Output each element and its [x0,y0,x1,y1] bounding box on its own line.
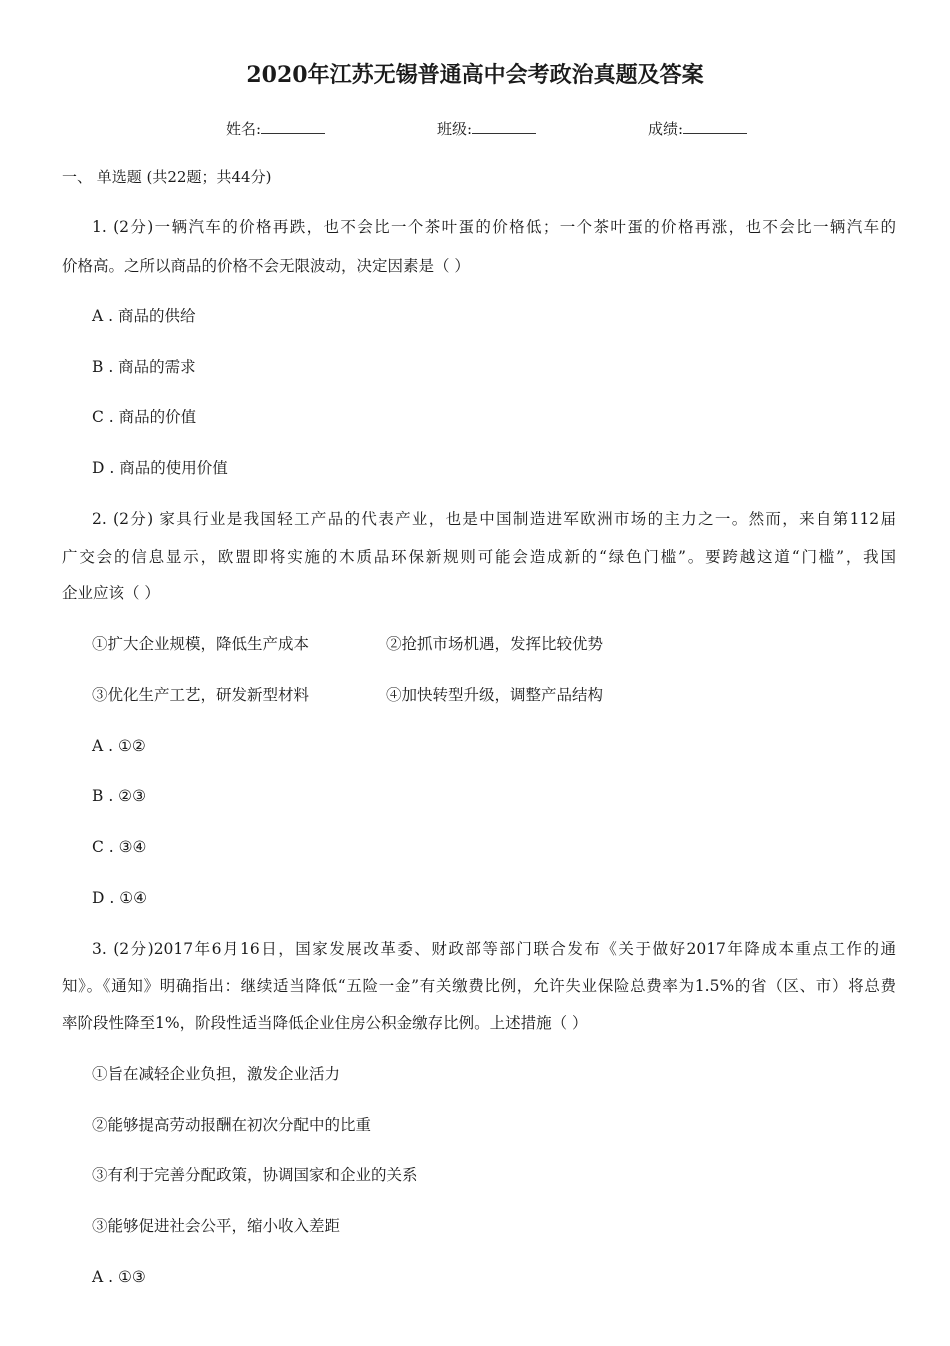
question-stem-line: 2. (2分) 家具行业是我国轻工产品的代表产业，也是中国制造进军欧洲市场的主力之一。然而，来自第112届 [92,510,896,528]
option-c: C . ③④ [92,838,147,856]
statement-4: ③能够促进社会公平，缩小收入差距 [92,1217,341,1235]
question-stem-line: 率阶段性降至1%，阶段性适当降低企业住房公积金缴存比例。上述措施（ ） [62,1014,588,1032]
question-stem-line: 3. (2分)2017年6月16日，国家发展改革委、财政部等部门联合发布《关于做好2017年降成本重点工作的通 [92,940,896,958]
score-blank [683,119,747,134]
question-stem-line: 广交会的信息显示，欧盟即将实施的木质品环保新规则可能会造成新的“绿色门槛”。要跨越这道“门槛”，我国 [62,548,896,566]
class-blank [472,119,536,134]
option-d: D . 商品的使用价值 [92,459,228,477]
name-blank [261,119,325,134]
score-label: 成绩: [648,120,684,138]
option-a: A . 商品的供给 [92,307,196,325]
question-stem-line: 价格高。之所以商品的价格不会无限波动，决定因素是（ ） [62,257,470,275]
question-stem-line: 1. (2分)一辆汽车的价格再跌，也不会比一个茶叶蛋的价格低；一个茶叶蛋的价格再涨，也不会比一辆汽车的 [92,218,896,236]
option-b: B . ②③ [92,787,146,805]
name-label: 姓名: [226,120,262,138]
statement-2: ②抢抓市场机遇，发挥比较优势 [386,635,604,653]
question-stem-line: 企业应该（ ） [62,584,160,602]
page-title: 2020年江苏无锡普通高中会考政治真题及答案 [246,62,704,88]
name-field [226,118,325,139]
class-field [437,118,536,139]
statement-1: ①扩大企业规模，降低生产成本 [92,635,310,653]
statement-2: ②能够提高劳动报酬在初次分配中的比重 [92,1116,372,1134]
option-c: C . 商品的价值 [92,408,197,426]
question-stem-line: 知》。《通知》明确指出：继续适当降低“五险一金”有关缴费比例，允许失业保险总费率为1.5%的省（区、市）将总费 [62,977,896,995]
section-heading: 一、 单选题 (共22题；共44分) [62,168,272,186]
class-label: 班级: [437,120,473,138]
statement-1: ①旨在减轻企业负担，激发企业活力 [92,1065,341,1083]
statement-3: ③优化生产工艺，研发新型材料 [92,686,310,704]
option-d: D . ①④ [92,889,147,907]
option-a: A . ①② [92,737,146,755]
student-info-row [0,118,950,140]
statement-4: ④加快转型升级，调整产品结构 [386,686,604,704]
option-a: A . ①③ [92,1268,146,1286]
score-field [648,118,747,139]
statement-3: ③有利于完善分配政策，协调国家和企业的关系 [92,1166,418,1184]
option-b: B . 商品的需求 [92,358,196,376]
